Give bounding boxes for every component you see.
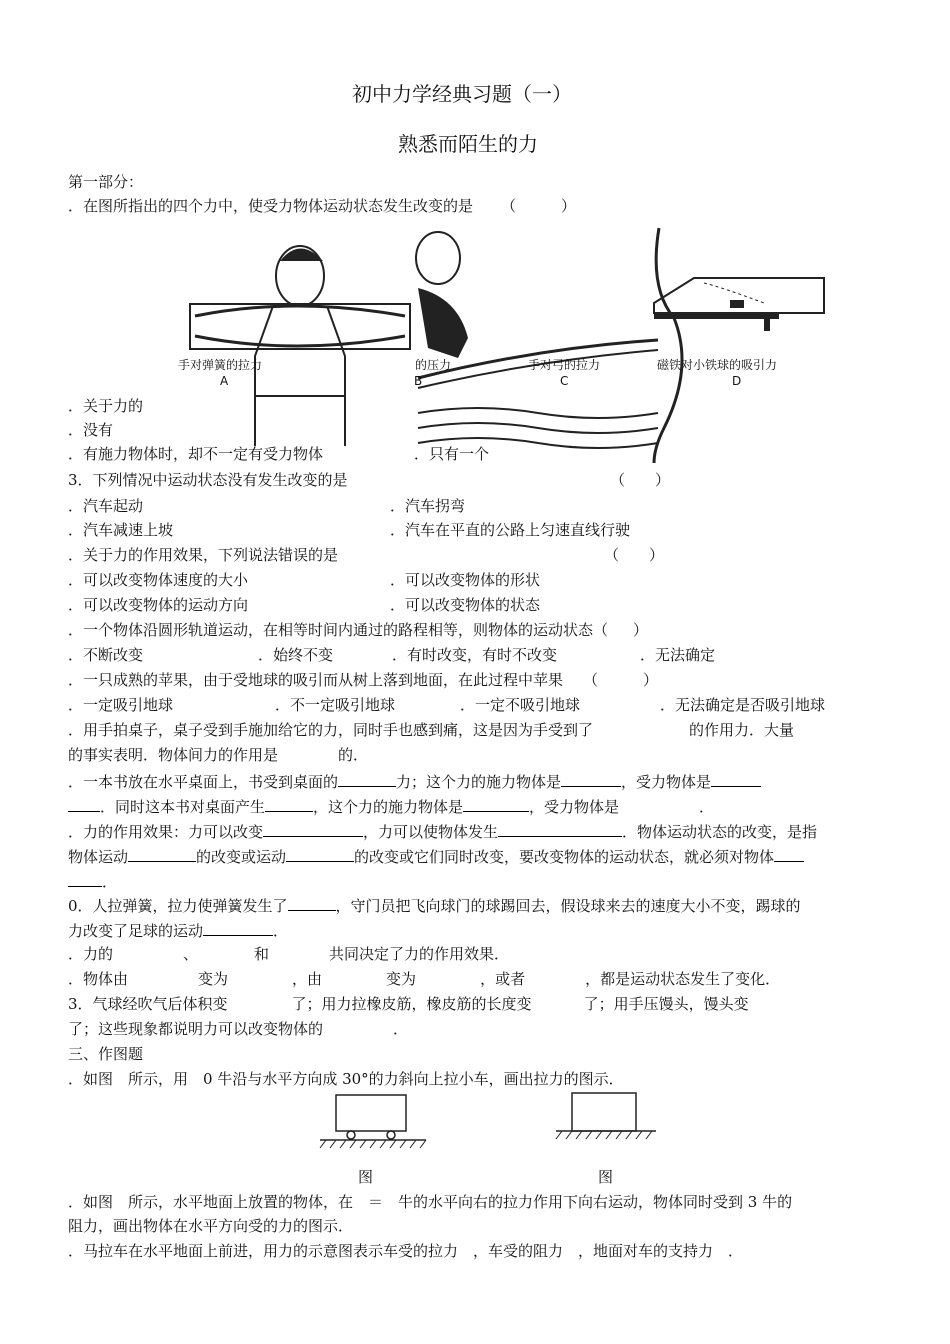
question-9-text-g: ． [102, 873, 118, 891]
question-11-text-c: 和 [254, 945, 270, 963]
question-11-text-d: 共同决定了力的作用效果． [329, 945, 510, 963]
question-7-line-2 [68, 745, 368, 765]
question-12-text-b: 变为 [198, 970, 229, 988]
question-8-text-f: ，受力物体是 [529, 798, 620, 816]
question-8-text-g: ． [699, 798, 715, 816]
question-11 [68, 944, 509, 964]
blank[interactable] [338, 770, 396, 787]
blank[interactable] [463, 795, 529, 812]
question-1-text: ．在图所指出的四个力中，使受力物体运动状态发生改变的是 [68, 197, 474, 215]
question-2: ．关于力的 [68, 397, 144, 415]
question-9-text-f: 的改变或它们同时改变，要改变物体的运动状态，就必须对物体 [354, 848, 775, 866]
blank[interactable] [711, 770, 761, 787]
question-4-option-d: ．可以改变物体的状态 [390, 596, 541, 614]
question-8-text-c: ，受力物体是 [621, 773, 712, 791]
question-4-option-c: ．可以改变物体的运动方向 [68, 596, 249, 614]
question-13-line-1 [68, 994, 749, 1014]
question-3-option-c: ．汽车减速上坡 [68, 521, 174, 539]
question-6-option-d: ．无法确定是否吸引地球 [660, 696, 826, 714]
question-3-option-d: ．汽车在平直的公路上匀速直线行驶 [390, 521, 631, 539]
question-9-line-1 [68, 820, 817, 842]
question-12-text-d: 变为 [386, 970, 417, 988]
question-2-option-a: ．没有 [68, 421, 114, 439]
figure-block-caption: 图 [598, 1168, 614, 1186]
question-9-text-b: ，力可以使物体发生 [363, 823, 499, 841]
figure-c-letter: C [560, 374, 569, 388]
figure-b-label: 的压力 [415, 358, 452, 372]
question-11-text-a: ．力的 [68, 945, 114, 963]
question-12-text-f: ，都是运动状态发生了变化． [585, 970, 781, 988]
question-7-text-b: 的作用力．大量 [689, 721, 795, 739]
question-3-option-a: ．汽车起动 [68, 497, 144, 515]
figure-b-c-bow [418, 228, 658, 458]
page-subtitle: 熟悉而陌生的力 [398, 132, 538, 156]
question-12-text-a: ．物体由 [68, 970, 129, 988]
blank[interactable] [288, 894, 336, 911]
figure-a-spring-man [175, 236, 415, 456]
question-5-text: ．一个物体沿圆形轨道运动，在相等时间内通过的路程相等，则物体的运动状态（ [68, 621, 609, 639]
question-13-line-2 [68, 1019, 408, 1039]
question-15-line-1: ．如图 所示，水平地面上放置的物体，在 ＝ 牛的水平向右的拉力作用下向右运动，物体同时受到 3 牛的 [68, 1193, 793, 1211]
question-7-text-a: ．用手拍桌子，桌子受到手施加给它的力，同时手也感到痛，这是因为手受到了 [68, 721, 594, 739]
question-8-line-2 [68, 795, 714, 817]
blank[interactable] [128, 845, 196, 862]
question-13-text-a: 3．气球经吹气后体积变 [68, 995, 228, 1013]
question-12-text-c: ，由 [292, 970, 323, 988]
section-1-heading: 第一部分： [68, 173, 144, 191]
question-12-text-e: ，或者 [480, 970, 526, 988]
question-4: ．关于力的作用效果，下列说法错误的是 [68, 546, 339, 564]
question-9-line-3 [68, 870, 117, 892]
question-3-option-b: ．汽车拐弯 [390, 497, 466, 515]
question-9-line-2 [68, 845, 804, 867]
figure-cart [318, 1092, 428, 1152]
question-11-text-b: 、 [183, 945, 199, 963]
figure-d-label: 磁铁对小铁球的吸引力 [657, 358, 778, 372]
question-5-option-c: ．有时改变，有时不改变 [392, 646, 558, 664]
page-title: 初中力学经典习题（一） [352, 82, 572, 106]
question-5-option-b: ．始终不变 [258, 646, 334, 664]
question-8-text-a: ．一本书放在水平桌面上，书受到桌面的 [68, 773, 339, 791]
question-2-option-d: ．只有一个 [414, 445, 490, 463]
figure-a-label: 手对弹簧的拉力 [178, 358, 263, 372]
question-9-text-d: 物体运动 [68, 848, 129, 866]
question-10-text-a: 0．人拉弹簧，拉力使弹簧发生了 [68, 897, 288, 915]
answer-blank: ） [618, 621, 649, 639]
figure-a-letter: A [220, 374, 229, 388]
question-9-text-c: ．物体运动状态的改变，是指 [622, 823, 818, 841]
blank[interactable] [286, 845, 354, 862]
blank[interactable] [774, 845, 804, 862]
question-6 [68, 670, 658, 690]
answer-blank: （ ） [583, 671, 659, 689]
blank[interactable] [265, 795, 313, 812]
question-16: ．马拉车在水平地面上前进，用力的示意图表示车受的拉力 ，车受的阻力 ，地面对车的支持力 ． [68, 1242, 744, 1260]
question-4-answer-blank: （ ） [604, 546, 665, 564]
question-8-text-e: ，这个力的施力物体是 [313, 798, 464, 816]
question-13-text-b: 了；用力拉橡皮筋，橡皮筋的长度变 [291, 995, 532, 1013]
section-3-heading: 三、作图题 [68, 1045, 144, 1063]
figure-d-magnet [654, 228, 834, 468]
blank[interactable] [68, 870, 102, 887]
question-6-option-a: ．一定吸引地球 [68, 696, 174, 714]
question-7-text-d: 的． [338, 746, 369, 764]
question-13-text-d: 了；这些现象都说明力可以改变物体的 [68, 1020, 324, 1038]
blank[interactable] [498, 820, 622, 837]
figure-c-label: 手对弓的拉力 [528, 358, 601, 372]
question-3-answer-blank: （ ） [610, 471, 671, 489]
question-5-option-d: ．无法确定 [640, 646, 716, 664]
question-5-option-a: ．不断改变 [68, 646, 144, 664]
question-10-line-1 [68, 894, 801, 916]
question-4-option-a: ．可以改变物体速度的大小 [68, 571, 249, 589]
blank[interactable] [203, 919, 273, 936]
question-6-option-b: ．不一定吸引地球 [275, 696, 396, 714]
question-9-text-a: ．力的作用效果：力可以改变 [68, 823, 264, 841]
figure-block [554, 1092, 658, 1144]
blank[interactable] [68, 795, 100, 812]
question-10-text-d: ． [273, 922, 289, 940]
question-10-text-c: 力改变了足球的运动 [68, 922, 204, 940]
question-8-text-d: ．同时这本书对桌面产生 [100, 798, 266, 816]
question-6-option-c: ．一定不吸引地球 [460, 696, 581, 714]
question-2-option-c: ．有施力物体时，却不一定有受力物体 [68, 445, 324, 463]
figure-b-letter: B [414, 374, 423, 388]
blank[interactable] [561, 770, 621, 787]
question-14: ．如图 所示，用 0 牛沿与水平方向成 30°的力斜向上拉小车，画出拉力的图示． [68, 1070, 624, 1088]
question-8-line-1 [68, 770, 761, 792]
figure-d-letter: D [732, 374, 742, 388]
question-13-text-e: ． [393, 1020, 409, 1038]
question-8-text-b: 力；这个力的施力物体是 [396, 773, 562, 791]
question-7-line-1 [68, 720, 794, 740]
question-10-line-2 [68, 919, 288, 941]
question-4-option-b: ．可以改变物体的形状 [390, 571, 541, 589]
question-15-line-2: 阻力，画出物体在水平方向受的力的图示． [68, 1217, 354, 1235]
question-5 [68, 620, 648, 640]
answer-blank: （ ） [501, 197, 577, 215]
question-7-text-c: 的事实表明．物体间力的作用是 [68, 746, 279, 764]
question-6-text: ．一只成熟的苹果，由于受地球的吸引而从树上落到地面，在此过程中苹果 [68, 671, 564, 689]
question-1 [68, 196, 576, 216]
question-9-text-e: 的改变或运动 [196, 848, 287, 866]
question-13-text-c: 了；用手压馒头，馒头变 [583, 995, 749, 1013]
question-3: 3．下列情况中运动状态没有发生改变的是 [68, 471, 348, 489]
question-10-text-b: ，守门员把飞向球门的球踢回去，假设球来去的速度大小不变，踢球的 [335, 897, 801, 915]
question-12 [68, 969, 780, 989]
figure-cart-caption: 图 [358, 1168, 374, 1186]
blank[interactable] [263, 820, 363, 837]
